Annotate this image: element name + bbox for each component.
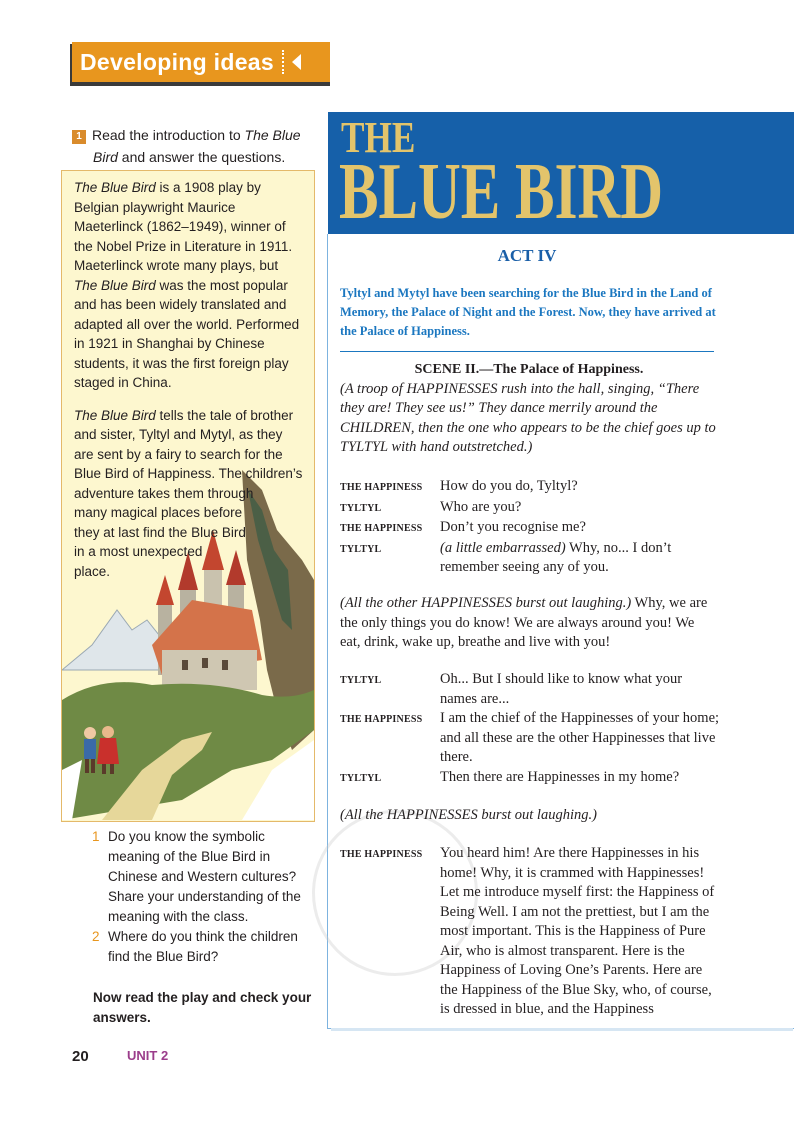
speaker-name: TYLTYL (340, 675, 382, 686)
unit-label: UNIT 2 (127, 1048, 169, 1063)
instruction-title: The Blue (244, 127, 301, 143)
intro-line (74, 406, 304, 426)
left-triangle-icon (292, 54, 301, 70)
speaker-name: TYLTYL (340, 772, 382, 784)
intro-line (74, 484, 304, 504)
question-text: Do you know the symbolic meaning of the Blue Bird in Chinese and Western cultures? Share your understanding of the meaning with the class. (108, 829, 301, 924)
scene-block (340, 360, 718, 458)
dialogue-row (340, 498, 720, 519)
dialogue-line: Who are you? (440, 498, 522, 515)
question-number: 1 (92, 829, 100, 844)
dialogue-line: Don’t you recognise me? (440, 519, 586, 535)
intro-text-run: they at last find the Blue Bird (74, 524, 246, 540)
play-title-line-1: THE (341, 113, 416, 162)
intro-text-run: tells the tale of brother (155, 407, 294, 423)
dialogue-line: You heard him! Are there Happinesses in his home! Why, it is crammed with Happinesses! Let me introduce myself first: the Happiness of Being Well. I am not the prettiest, but I am the most important. This is the Happiness of Pure Air, who is almost transparent. Here is the Happiness of Loving One’s Parents. Here are the Happiness of the Blue Sky, who, of course, is dressed in blue, and the Happiness (440, 845, 715, 1017)
section-tag (72, 42, 330, 82)
intro-line (74, 464, 304, 484)
intro-text-run: are sent by a fairy to search for the (74, 446, 283, 462)
intro-text (74, 178, 304, 594)
dialogue-row (340, 670, 720, 709)
dialogue-line: How do you do, Tyltyl? (440, 478, 578, 494)
speaker-name: THE HAPPINESS (340, 482, 423, 493)
instruction-text-1: Read the introduction to (92, 127, 245, 143)
narrative-paragraph-1 (340, 594, 718, 653)
intro-line (74, 542, 304, 562)
book-title: The Blue Bird (74, 407, 156, 423)
dialogue-block-1 (340, 477, 720, 578)
act-intro: Tyltyl and Mytyl have been searching for the Blue Bird in the Land of Memory, the Palace of Night and the Forest. Now, they have arrived at the Palace of Happiness. (340, 286, 716, 338)
question-number: 2 (92, 929, 100, 944)
activity-instruction (72, 124, 317, 168)
speaker-name: TYLTYL (340, 543, 382, 555)
question-item (92, 827, 312, 927)
speaker-name: THE HAPPINESS (340, 714, 423, 725)
act-heading: ACT IV (497, 246, 557, 265)
book-title: The Blue Bird (74, 277, 156, 293)
question-list (92, 827, 312, 967)
dialogue-text: Why, no... I don’t remember seeing any of you. (440, 539, 672, 575)
instruction-title-2: Bird (93, 149, 118, 165)
dialogue-row (340, 709, 720, 768)
narrative-paragraph-2: (All the HAPPINESSES burst out laughing.) (340, 807, 597, 823)
intro-line (74, 503, 304, 523)
number-badge-icon: 1 (72, 130, 86, 144)
dialogue-block-2 (340, 670, 720, 788)
dialogue-line: Then there are Happinesses in my home? (440, 768, 680, 785)
intro-line (74, 523, 304, 543)
intro-line (74, 445, 304, 465)
tag-separator (282, 50, 284, 74)
intro-text-run: is a 1908 play by Belgian playwright Maurice Maeterlinck (1862–1949), winner of the Nobel Prize in Literature in 1911. Maeterlinck wrote many plays, but (74, 180, 293, 273)
section-tag-label: Developing ideas (80, 48, 274, 75)
dialogue-line: I am the chief of the Happinesses of your home; and all these are the other Happinesses that live there. (440, 710, 720, 765)
dialogue-row (340, 844, 720, 1020)
dialogue-direction: (a little embarrassed) (440, 539, 566, 556)
stage-direction-inline: (All the other HAPPINESSES burst out laughing.) (340, 595, 632, 611)
speaker-name: TYLTYL (340, 502, 382, 514)
intro-text-run: was the most popular and has been widely translated and adapted all over the world. Performed in 1921 in Shanghai by Chinese students, it was the first foreign play staged in China. (74, 277, 300, 390)
intro-line (74, 562, 304, 582)
question-text: Where do you think the children find the Blue Bird? (108, 929, 298, 964)
instruction-text-2: and answer the questions. (117, 149, 286, 165)
dialogue-line (440, 539, 720, 578)
page-number: 20 (72, 1048, 89, 1065)
intro-line (74, 425, 304, 445)
play-title-line-2: BLUE BIRD (339, 148, 664, 236)
intro-text-run: place. (74, 563, 111, 579)
question-item (92, 927, 312, 967)
dialogue-row (340, 518, 720, 539)
divider-rule (340, 351, 714, 352)
dialogue-row (340, 477, 720, 498)
intro-paragraph-2 (74, 406, 304, 582)
speaker-name: THE HAPPINESS (340, 849, 423, 860)
speaker-name: THE HAPPINESS (340, 523, 423, 534)
dialogue-line: Oh... But I should like to know what your names are... (440, 671, 683, 707)
intro-text-run: in a most unexpected (74, 544, 203, 559)
play-box-shadow (331, 1028, 793, 1031)
scene-title: SCENE II.—The Palace of Happiness. (414, 362, 644, 377)
intro-text-run: and sister, Tyltyl and Mytyl, as they (74, 427, 283, 442)
intro-text-run: adventure takes them through (74, 485, 254, 501)
dialogue-row (340, 539, 720, 578)
paragraph-text: Why, we are the only things you do know! We are always around you! We eat, drink, wake up, breathe and live with you! (340, 595, 708, 650)
intro-paragraph-1 (74, 178, 304, 393)
book-title: The Blue Bird (74, 180, 156, 195)
intro-text-run: many magical places before (74, 505, 243, 520)
dialogue-block-3 (340, 844, 720, 1020)
now-read-instruction: Now read the play and check your answers. (93, 990, 312, 1025)
dialogue-row (340, 768, 720, 789)
stage-direction: (A troop of HAPPINESSES rush into the hall, singing, “There they are! They see us!” They dance merrily around the CHILDREN, then the one who appears to be the chief goes up to TYLTYL with hand outstretched.) (340, 380, 716, 455)
intro-text-run: Blue Bird of Happiness. The children’s (74, 466, 303, 481)
